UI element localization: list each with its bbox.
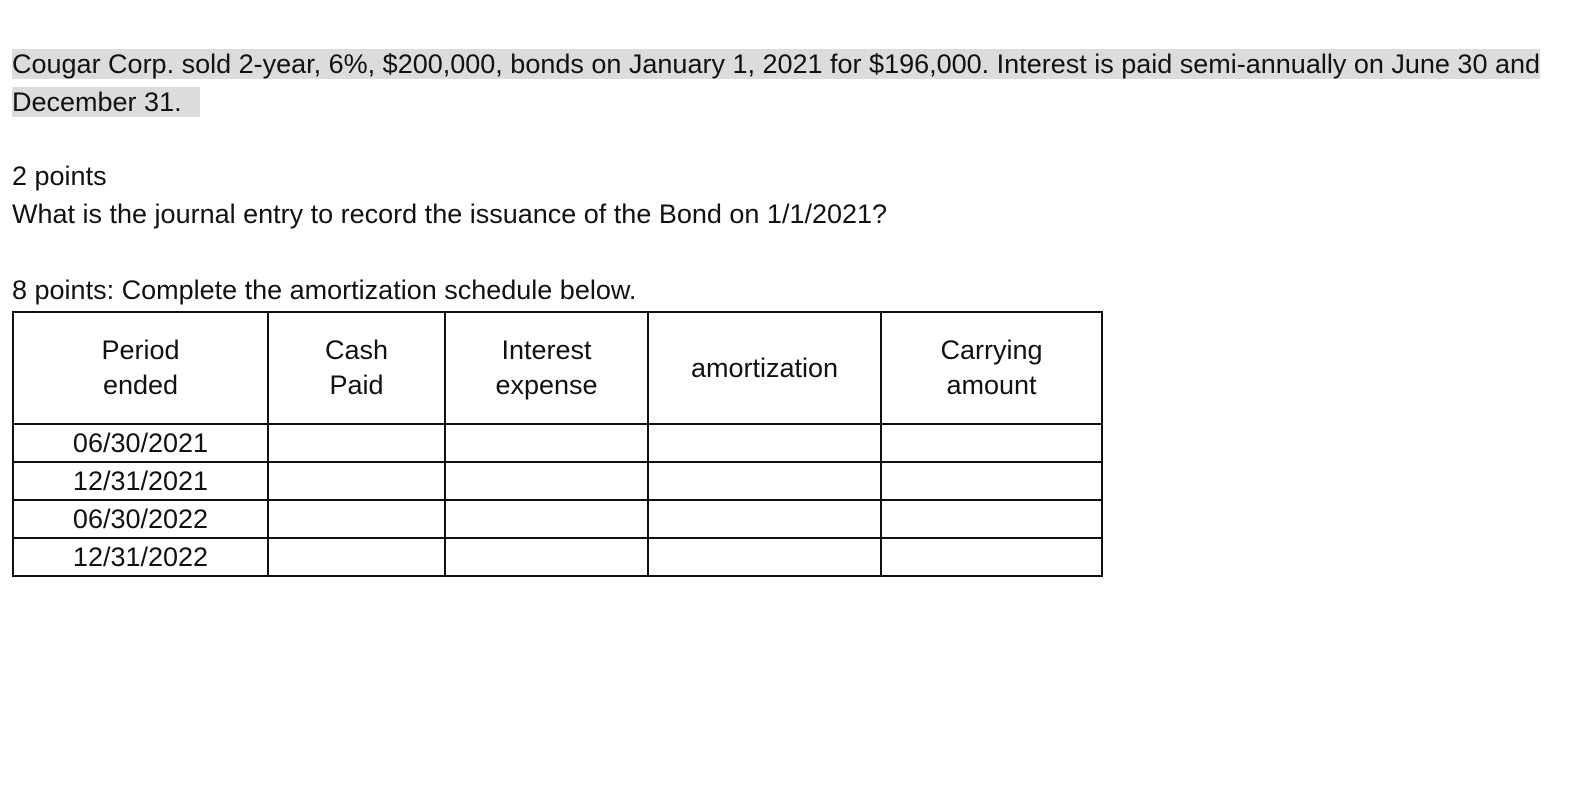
problem-intro: Cougar Corp. sold 2-year, 6%, $200,000, bonds on January 1, 2021 for $196,000. Interest is paid semi-annually on June 30 and December 31. (12, 49, 1541, 117)
header-amortization: amortization (648, 312, 881, 424)
header-period-ended: Period ended (13, 312, 268, 424)
interest-expense-cell[interactable] (445, 424, 648, 462)
carrying-amount-cell[interactable] (881, 500, 1102, 538)
interest-expense-cell[interactable] (445, 500, 648, 538)
period-cell: 12/31/2022 (13, 538, 268, 576)
amortization-cell[interactable] (648, 538, 881, 576)
amortization-cell[interactable] (648, 500, 881, 538)
table-header-row (13, 312, 1102, 424)
cash-paid-cell[interactable] (268, 462, 445, 500)
table-row (13, 500, 1102, 538)
header-interest-expense: Interest expense (445, 312, 648, 424)
cash-paid-cell[interactable] (268, 500, 445, 538)
period-cell: 12/31/2021 (13, 462, 268, 500)
cash-paid-cell[interactable] (268, 538, 445, 576)
part1-question: What is the journal entry to record the issuance of the Bond on 1/1/2021? (12, 199, 888, 229)
carrying-amount-cell[interactable] (881, 538, 1102, 576)
amortization-schedule-table (12, 311, 1103, 577)
period-cell: 06/30/2022 (13, 500, 268, 538)
table-row (13, 462, 1102, 500)
part1-points: 2 points (12, 161, 107, 191)
header-cash-paid: Cash Paid (268, 312, 445, 424)
cash-paid-cell[interactable] (268, 424, 445, 462)
amortization-cell[interactable] (648, 424, 881, 462)
table-row (13, 424, 1102, 462)
amortization-cell[interactable] (648, 462, 881, 500)
table-row (13, 538, 1102, 576)
period-cell: 06/30/2021 (13, 424, 268, 462)
interest-expense-cell[interactable] (445, 538, 648, 576)
header-carrying-amount: Carrying amount (881, 312, 1102, 424)
part2-instruction: 8 points: Complete the amortization schedule below. (12, 275, 637, 305)
interest-expense-cell[interactable] (445, 462, 648, 500)
carrying-amount-cell[interactable] (881, 424, 1102, 462)
carrying-amount-cell[interactable] (881, 462, 1102, 500)
